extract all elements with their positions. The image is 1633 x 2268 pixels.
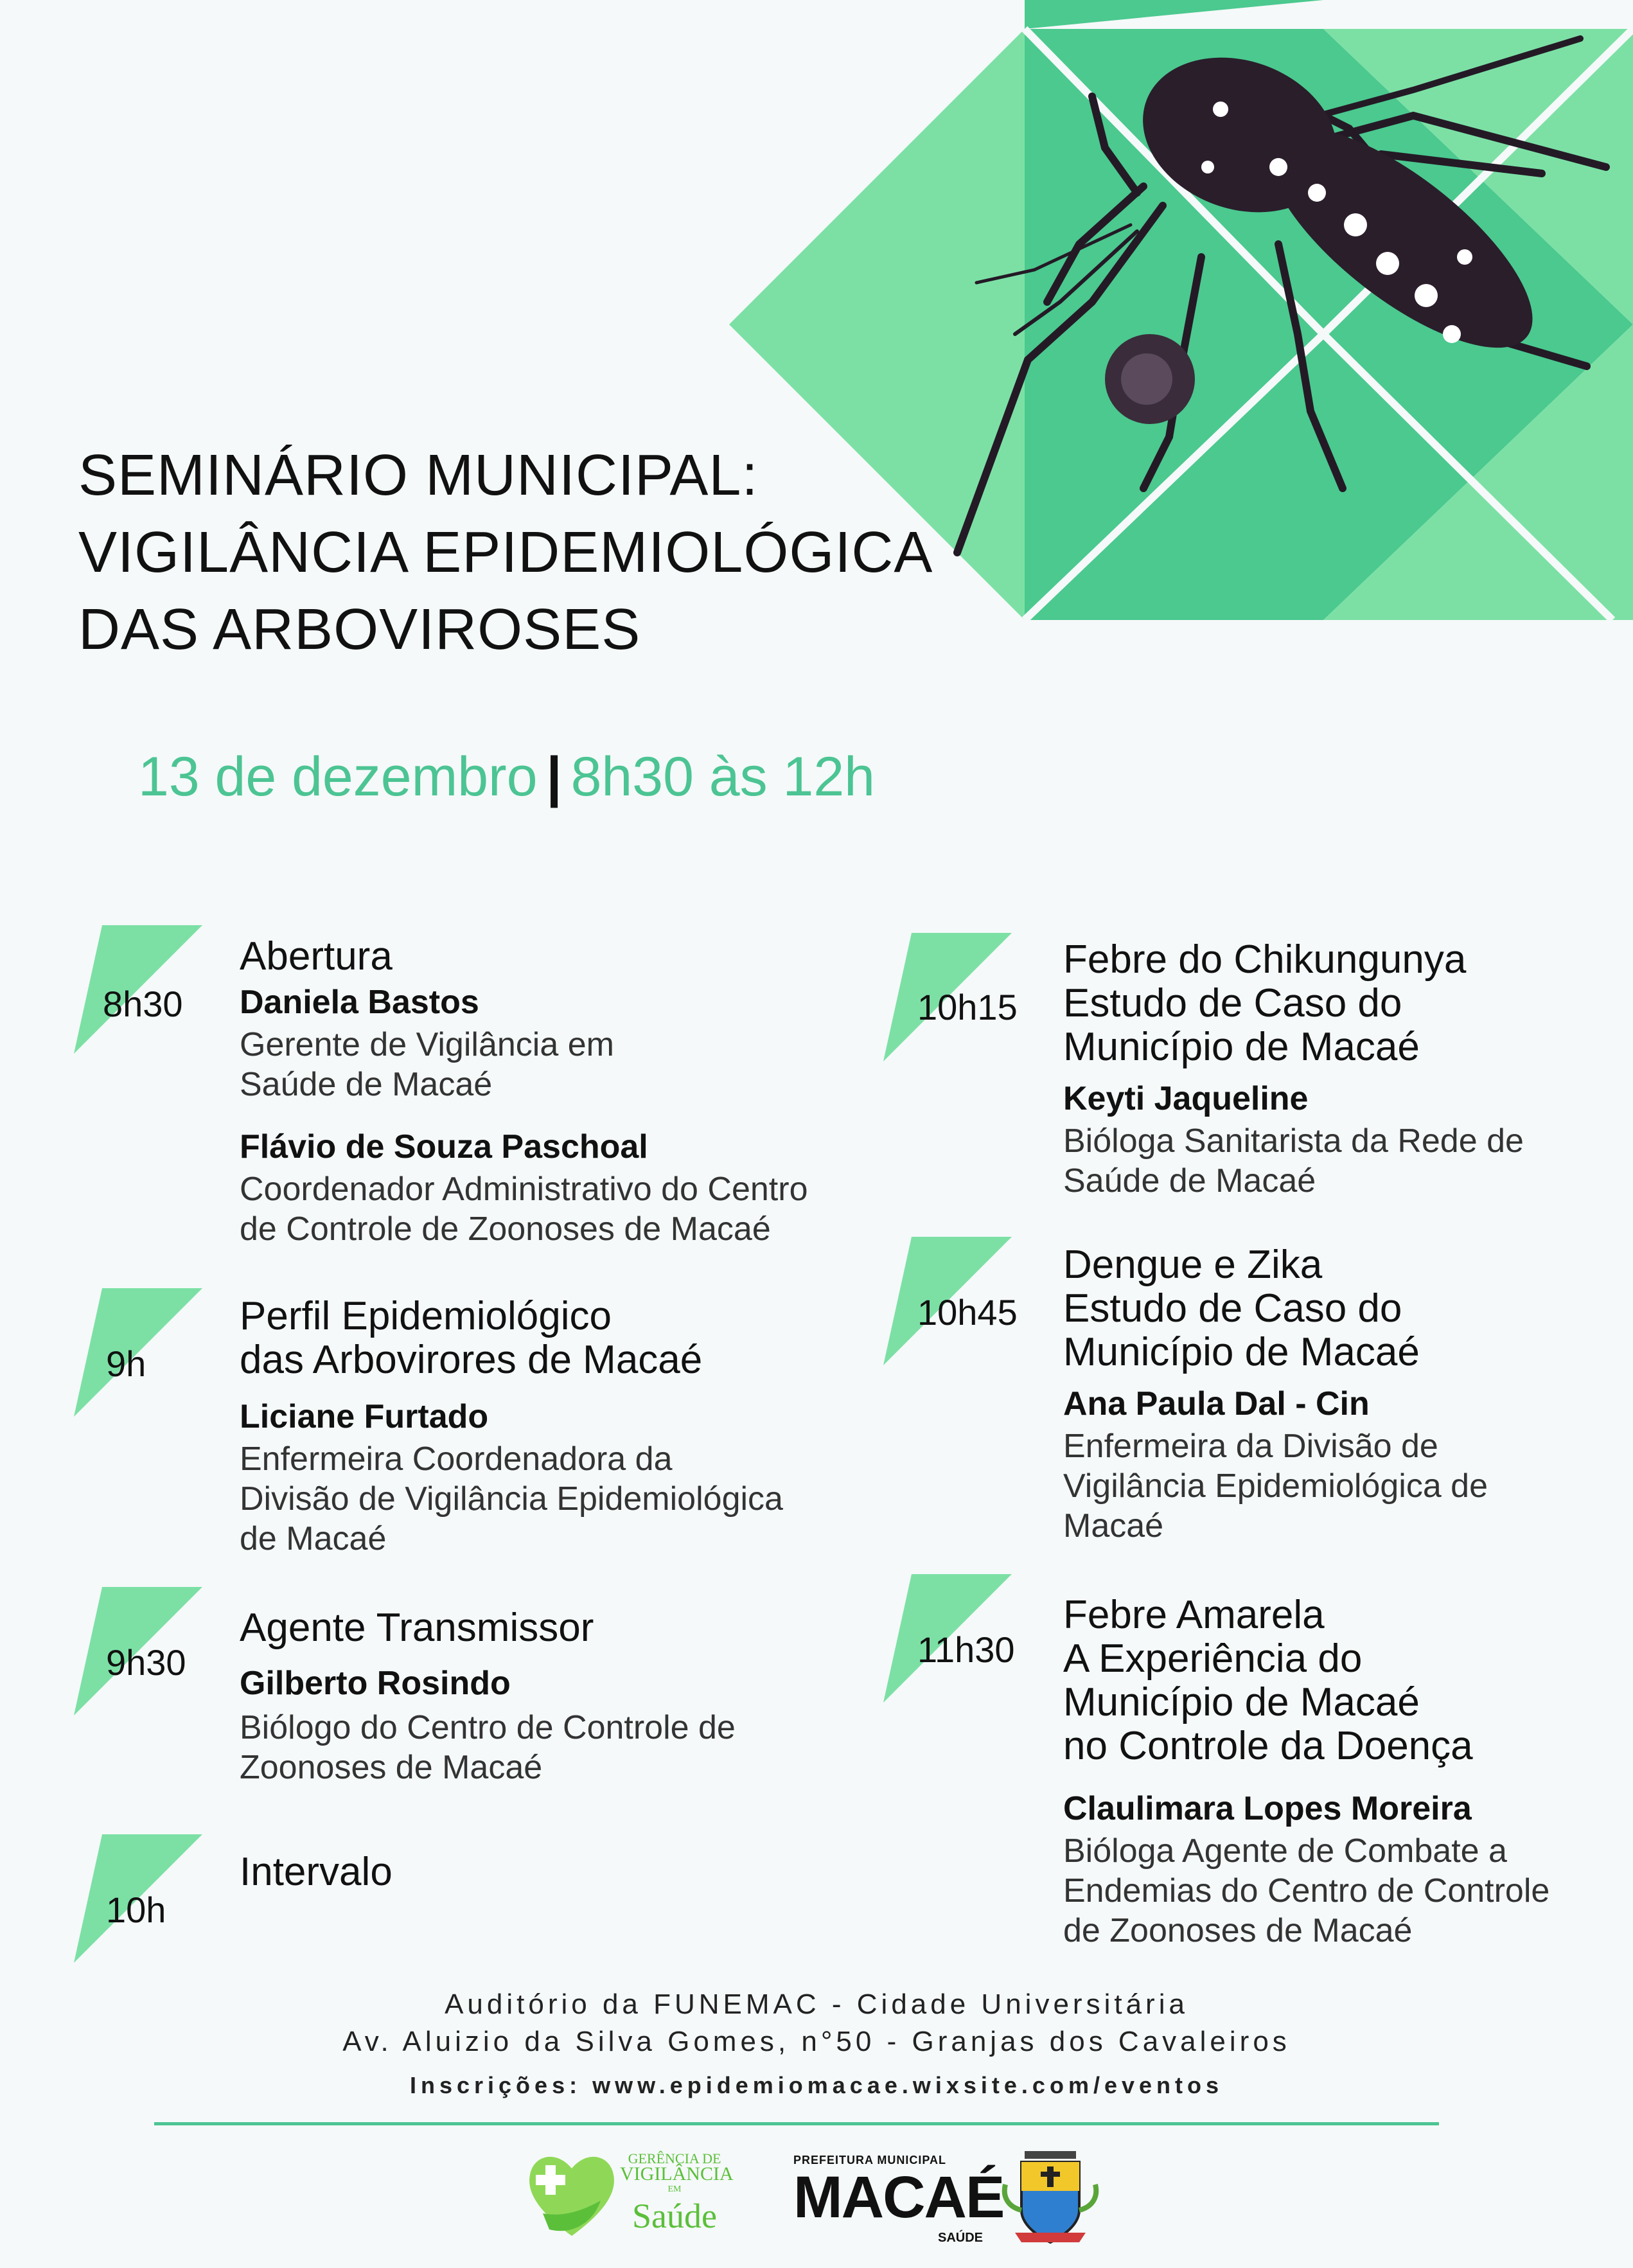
speaker-role: Biólogo do Centro de Controle de [240,1709,736,1746]
session-topic: Perfil Epidemiológico [240,1294,612,1338]
speaker-name: Daniela Bastos [240,984,479,1021]
session-topic: Abertura [240,934,393,979]
session-topic: das Arbovirores de Macaé [240,1338,703,1382]
speaker-role: Endemias do Centro de Controle [1063,1872,1550,1909]
session-time: 11h30 [917,1629,1015,1670]
event-title [78,437,933,668]
speaker-name: Claulimara Lopes Moreira [1063,1790,1472,1827]
speaker-role: Saúde de Macaé [1063,1162,1316,1200]
footer-divider [154,2122,1439,2125]
speaker-role: Gerente de Vigilância em [240,1026,614,1063]
logo-prefeitura-label: PREFEITURA MUNICIPAL [793,2154,946,2166]
logo-text-line: EM [667,2184,682,2194]
coat-of-arms-icon [989,2146,1111,2249]
speaker-role: de Macaé [240,1520,387,1557]
logo-saude-label: SAÚDE [938,2231,984,2245]
gerencia-vigilancia-logo [524,2140,736,2249]
speaker-role: de Zoonoses de Macaé [1063,1912,1413,1949]
venue: Auditório da FUNEMAC - Cidade Universitária [445,1989,1188,2020]
speaker-role: Zoonoses de Macaé [240,1749,543,1786]
session-topic: Febre do Chikungunya [1063,937,1467,982]
session-time: 8h30 [103,984,183,1024]
session-topic: Agente Transmissor [240,1606,594,1650]
prefeitura-macae-logo [793,2146,1115,2249]
session-topic: A Experiência do [1063,1636,1363,1681]
speaker-name: Keyti Jaqueline [1063,1080,1309,1117]
speaker-role: Bióloga Agente de Combate a [1063,1832,1507,1870]
session-topic: Estudo de Caso do [1063,981,1402,1025]
speaker-name: Gilberto Rosindo [240,1665,511,1702]
event-hours: 8h30 às 12h [570,746,876,808]
logo-text-line: VIGILÂNCIA [620,2163,734,2184]
title-line-2: VIGILÂNCIA EPIDEMIOLÓGICA [78,520,933,585]
speaker-name: Liciane Furtado [240,1398,489,1435]
title-line-1: SEMINÁRIO MUNICIPAL: [78,443,759,508]
speaker-role: Macaé [1063,1507,1164,1545]
speaker-role: Divisão de Vigilância Epidemiológica [240,1480,783,1518]
title-line-3: DAS ARBOVIROSES [78,598,641,662]
session-topic: Dengue e Zika [1063,1243,1323,1287]
session-topic: no Controle da Doença [1063,1724,1473,1768]
speaker-name: Flávio de Souza Paschoal [240,1128,648,1165]
speaker-role: Saúde de Macaé [240,1066,493,1103]
session-topic: Febre Amarela [1063,1593,1325,1637]
session-topic: Estudo de Caso do [1063,1286,1402,1331]
logo-text-line: Saúde [632,2197,717,2235]
session-topic: Município de Macaé [1063,1025,1420,1069]
registration-link[interactable]: Inscrições: www.epidemiomacae.wixsite.com/eventos [409,2072,1224,2098]
heart-hand-icon [524,2140,620,2249]
speaker-role: Enfermeira da Divisão de [1063,1428,1438,1465]
speaker-role: Bióloga Sanitarista da Rede de [1063,1122,1524,1160]
speaker-name: Ana Paula Dal - Cin [1063,1385,1370,1422]
speaker-role: de Controle de Zoonoses de Macaé [240,1210,771,1248]
address: Av. Aluizio da Silva Gomes, n°50 - Granjas dos Cavaleiros [342,2026,1291,2057]
date-separator: | [546,746,562,808]
logo-text-line: GERÊNCIA DE [628,2150,721,2166]
session-topic: Intervalo [240,1850,393,1894]
session-time: 10h15 [917,987,1018,1027]
speaker-role: Vigilância Epidemiológica de [1063,1467,1488,1505]
session-time: 10h [106,1890,166,1930]
event-date [138,745,875,809]
session-topic: Município de Macaé [1063,1330,1420,1374]
session-time: 10h45 [917,1292,1018,1333]
session-topic: Município de Macaé [1063,1680,1420,1724]
session-time: 9h30 [106,1642,186,1683]
session-time: 9h [106,1343,146,1384]
logo-macae-name: MACAÉ [793,2165,1004,2230]
event-day: 13 de dezembro [138,746,538,808]
speaker-role: Enfermeira Coordenadora da [240,1440,673,1478]
speaker-role: Coordenador Administrativo do Centro [240,1171,808,1208]
